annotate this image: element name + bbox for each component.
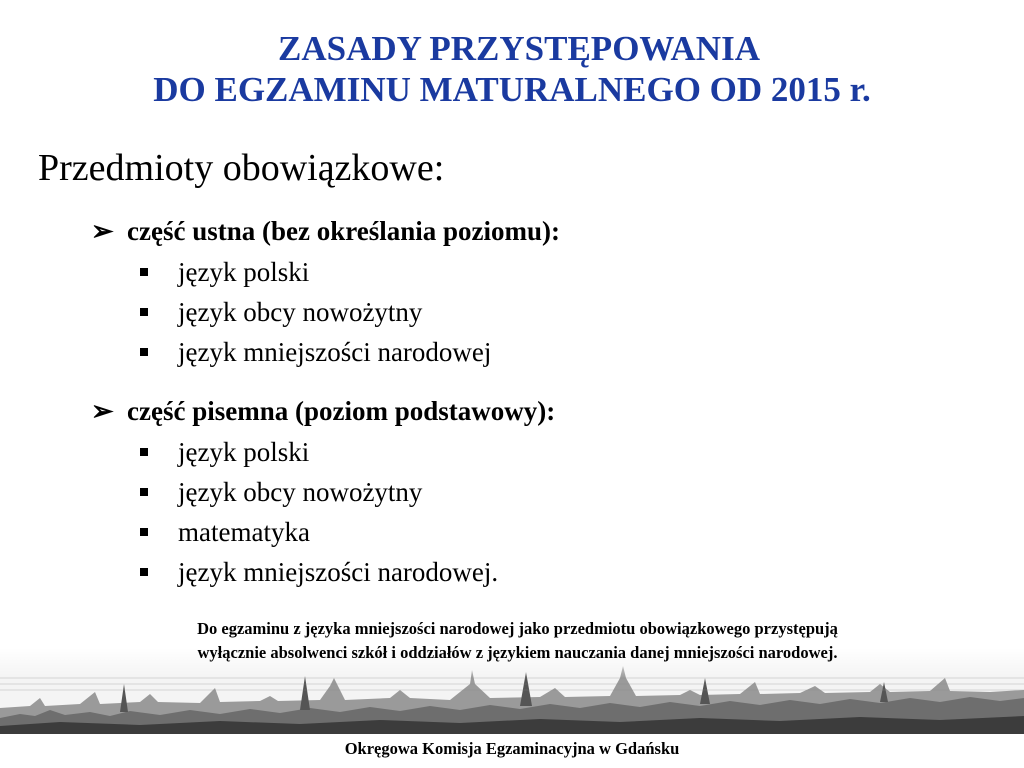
list-item: matematyka bbox=[140, 517, 310, 548]
note-line-2: wyłącznie absolwenci szkół i oddziałów z językiem nauczania danej mniejszości narodowej. bbox=[197, 643, 838, 662]
list-item: język obcy nowożytny bbox=[140, 297, 422, 328]
list-item: język mniejszości narodowej bbox=[140, 337, 491, 368]
section-written bbox=[91, 396, 555, 427]
note-line-1: Do egzaminu z języka mniejszości narodowej jako przedmiotu obowiązkowego przystępują bbox=[197, 619, 838, 638]
square-bullet-icon bbox=[140, 268, 148, 276]
square-bullet-icon bbox=[140, 348, 148, 356]
section-written-label: część pisemna (poziom podstawowy): bbox=[127, 396, 556, 426]
arrow-bullet-icon: ➢ bbox=[91, 216, 114, 246]
section-oral-label: część ustna (bez określania poziomu): bbox=[127, 216, 560, 246]
square-bullet-icon bbox=[140, 528, 148, 536]
section-heading: Przedmioty obowiązkowe: bbox=[38, 147, 445, 189]
arrow-bullet-icon: ➢ bbox=[91, 396, 114, 426]
section-oral bbox=[91, 216, 560, 247]
square-bullet-icon bbox=[140, 488, 148, 496]
square-bullet-icon bbox=[140, 308, 148, 316]
list-item: język polski bbox=[140, 257, 309, 288]
list-item: język obcy nowożytny bbox=[140, 477, 422, 508]
square-bullet-icon bbox=[140, 448, 148, 456]
square-bullet-icon bbox=[140, 568, 148, 576]
title-line-1: ZASADY PRZYSTĘPOWANIA bbox=[278, 29, 760, 68]
list-item: język polski bbox=[140, 437, 309, 468]
slide-title bbox=[0, 28, 1024, 110]
note-text bbox=[70, 617, 965, 665]
list-item: język mniejszości narodowej. bbox=[140, 557, 498, 588]
title-line-2: DO EGZAMINU MATURALNEGO OD 2015 r. bbox=[153, 70, 871, 109]
footer-text: Okręgowa Komisja Egzaminacyjna w Gdańsku bbox=[344, 739, 680, 758]
